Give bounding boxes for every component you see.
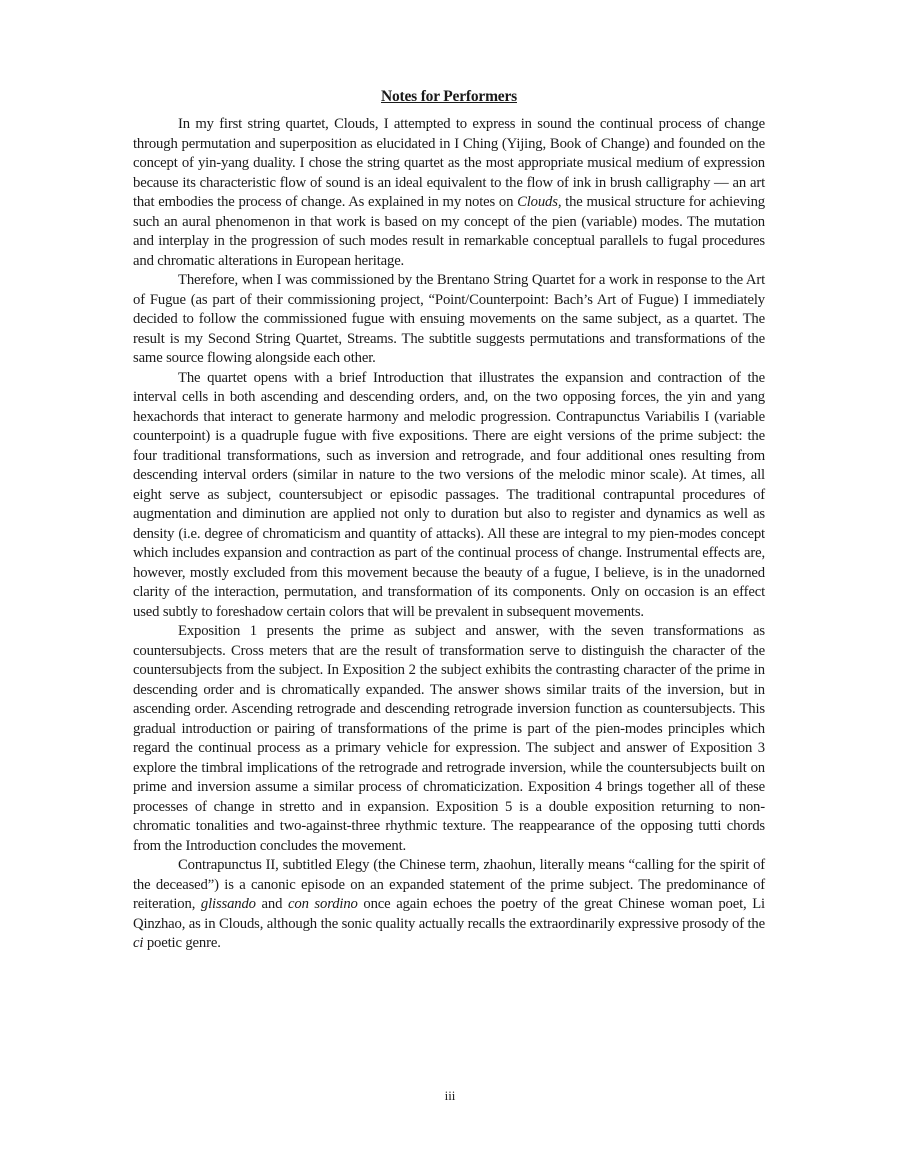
notes-page [133, 88, 765, 954]
text-run: In my first string quartet, Clouds, I attempted to express in sound the continual process of change through permutation and superposition as elucidated in I Ching (Yijing, Book of Change) and founded on the concept of yin-yang duality. I chose the string quartet as the most appropriate musical medium of expression because its characteristic flow of sound is an ideal equivalent to the flow of ink in brush calligraphy — an art that embodies the process of change. As explained in my notes on [133, 116, 765, 210]
page-number: iii [444, 1088, 456, 1103]
paragraph [133, 856, 765, 954]
text-run: Contrapunctus II, subtitled Elegy (the Chinese term, zhaohun, literally means “calling for the spirit of the deceased”) is a canonic episode on an expanded statement of the prime subject. The predominance of reiteration, [133, 857, 765, 912]
text-run: Therefore, when I was commissioned by the Brentano String Quartet for a work in response to the Art of Fugue (as part of their commissioning project, “Point/Counterpoint: Bach’s Art of Fugue) I immediately decided to follow the commissioned fugue with ensuing movements on the same subject, as a quartet. The result is my Second String Quartet, Streams. The subtitle suggests permutations and transformations of the same source flowing alongside each other. [133, 272, 765, 366]
italic-term-ci: ci [133, 935, 144, 951]
italic-term-con-sordino: con sordino [288, 896, 358, 912]
text-run: the musical structure for achieving such an aural phenomenon in that work is based on my concept of the pien (variable) modes. The mutation and interplay in the progression of such modes result in remarkable conceptual parallels to fugal procedures and chromatic alterations in European heritage. [133, 194, 765, 269]
italic-term-glissando: glissando [200, 896, 256, 912]
paragraph [133, 115, 765, 271]
paragraph [133, 622, 765, 856]
text-run: poetic genre. [143, 935, 221, 951]
text-run: and [255, 896, 288, 912]
text-run: The quartet opens with a brief Introduction that illustrates the expansion and contraction of the interval cells in both ascending and descending orders, and, on the two opposing forces, the yin and yang hexachords that interact to generate harmony and melodic progression. Contrapunctus Variabilis I (variable counterpoint) is a quadruple fugue with five expositions. There are eight versions of the prime subject: the four traditional transformations, such as inversion and retrograde, and four additional ones resulting from descending interval orders (similar in nature to the two versions of the melodic minor scale). At times, all eight serve as subject, countersubject or episodic passages. The traditional contrapuntal procedures of augmentation and diminution are applied not only to duration but also to register and dynamics as well as density (i.e. degree of chromaticism and quantity of attacks). All these are integral to my pien-modes concept which includes expansion and contraction as part of the continual process of change. Instrumental effects are, however, mostly excluded from this movement because the beauty of a fugue, I believe, is in the unadorned clarity of the interaction, permutation, and transformation of its components. Only on occasion is an effect used subtly to foreshadow certain colors that will be prevalent in subsequent movements. [133, 369, 765, 620]
paragraph [133, 369, 765, 623]
text-run: once again echoes the poetry of the great Chinese woman poet, Li Qinzhao, as in Clouds, although the sonic quality actually recalls the extraordinarily expressive prosody of the [133, 896, 765, 932]
text-run: Exposition 1 presents the prime as subject and answer, with the seven transformations as countersubjects. Cross meters that are the result of transformation serve to distinguish the character of the countersubjects from the subject. In Exposition 2 the subject exhibits the contrasting character of the prime in descending order and is chromatically expanded. The answer shows similar traits of the inversion, but in ascending order. Ascending retrograde and descending retrograde inversion function as countersubjects. This gradual introduction or pairing of transformations of the prime is part of the pien-modes principles which regard the continual process as a primary vehicle for expression. The subject and answer of Exposition 3 explore the timbral implications of the retrograde and retrograde inversion, while the countersubjects built on prime and inversion assume a similar process of chromaticization. Exposition 4 brings together all of these processes of change in stretto and in expansion. Exposition 5 is a double exposition returning to non-chromatic tonalities and two-against-three rhythmic texture. The reappearance of the opposing tutti chords from the Introduction concludes the movement. [133, 623, 765, 854]
italic-title-clouds: Clouds, [517, 194, 562, 210]
paragraph [133, 271, 765, 369]
page-title: Notes for Performers [381, 88, 517, 105]
